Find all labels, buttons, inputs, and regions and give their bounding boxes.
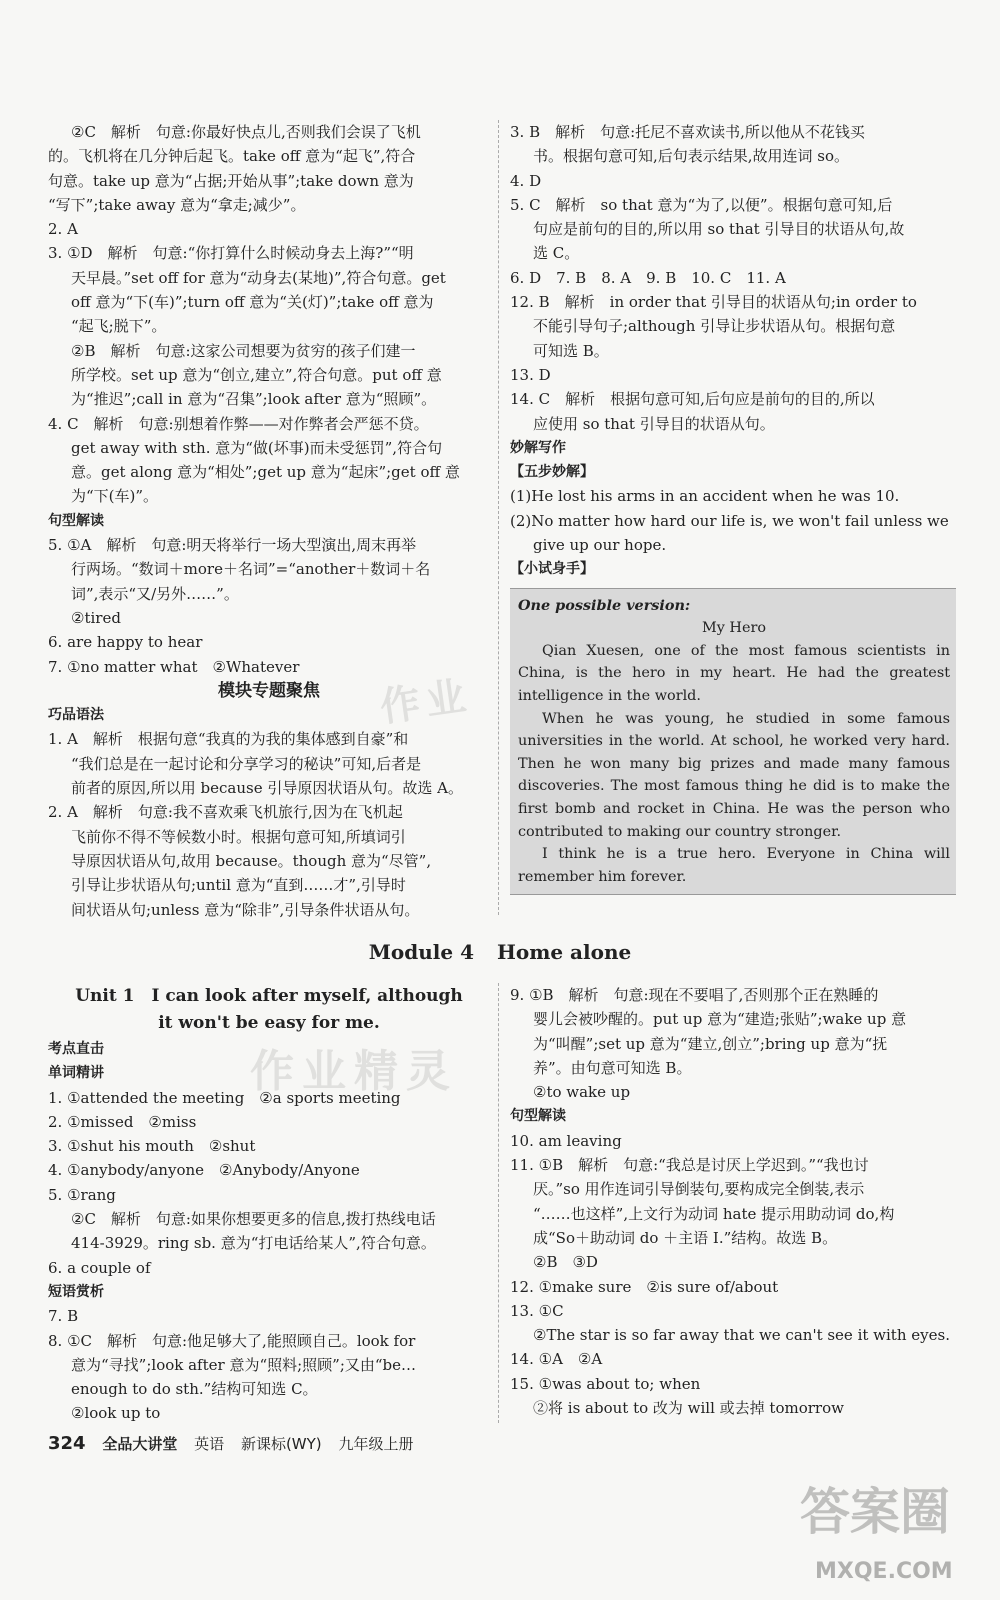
watermark-logo: 答案圈 bbox=[800, 1483, 950, 1541]
section-heading: 考点直击 bbox=[48, 1041, 104, 1057]
answer-line: 婴儿会被吵醒的。put up 意为“建造;张贴”;wake up 意 bbox=[533, 1010, 907, 1029]
answer-item-3: 3. B 解析 句意:托尼不喜欢读书,所以他从不花钱买 bbox=[510, 123, 865, 141]
answer-line: 句意。take up 意为“占据;开始从事”;take down 意为 bbox=[48, 171, 414, 190]
answer-item-5: 5. ①A 解析 句意:明天将举行一场大型演出,周末再举 bbox=[48, 536, 417, 555]
answer-line: “写下”;take away 意为“拿走;减少”。 bbox=[48, 195, 306, 214]
answer-line: ②B 解析 句意:这家公司想要为贫穷的孩子们建一 bbox=[71, 341, 416, 360]
section-heading: 巧品语法 bbox=[48, 707, 104, 724]
unit-title-line: it won't be easy for me. bbox=[158, 1013, 380, 1033]
answer-line: 句应是前句的目的,所以用 so that 引导目的状语从句,故 bbox=[533, 220, 905, 239]
answer-line: get away with sth. 意为“做(坏事)而未受惩罚”,符合句 bbox=[71, 438, 443, 457]
section-heading: 句型解读 bbox=[48, 512, 104, 529]
answer-item-10: 10. am leaving bbox=[510, 1131, 622, 1150]
answer-column-upper-right bbox=[510, 120, 956, 895]
answer-item-12: 12. B 解析 in order that 引导目的状语从句;in order to bbox=[510, 293, 917, 312]
answer-line: 成“So＋助动词 do ＋主语 I.”结构。故选 B。 bbox=[533, 1228, 838, 1247]
answer-line: 飞前你不得不等候数小时。根据句意可知,所填词引 bbox=[71, 827, 406, 846]
page-footer bbox=[48, 1432, 425, 1456]
section-heading: 妙解写作 bbox=[510, 439, 566, 456]
answer-line: “我们总是在一起讨论和分享学习的秘诀”可知,后者是 bbox=[71, 754, 422, 773]
book-edition: 新课标(WY) bbox=[240, 1435, 322, 1453]
unit-title-line: Unit 1 I can look after myself, although bbox=[75, 986, 463, 1006]
section-title-module-focus: 模块专题聚焦 bbox=[218, 680, 320, 701]
answer-line: ②to wake up bbox=[533, 1083, 631, 1102]
answer-line: off 意为“下(车)”;turn off 意为“关(灯)”;take off 意为 bbox=[71, 293, 434, 312]
answer-item-4: 4. ①anybody/anyone ②Anybody/Anyone bbox=[48, 1161, 360, 1180]
answer-item-14: 14. ①A ②A bbox=[510, 1350, 603, 1369]
answer-line: 厌。”so 用作连词引导倒装句,要构成完全倒装,表示 bbox=[533, 1180, 865, 1199]
essay-paragraph: I think he is a true hero. Everyone in China will remember him forever. bbox=[518, 846, 950, 885]
answer-line: ②tired bbox=[71, 608, 121, 627]
answer-line: (2)No matter how hard our life is, we won't fail unless we bbox=[510, 511, 949, 530]
answer-item-7: 7. B bbox=[48, 1307, 79, 1326]
answer-item-12: 12. ①make sure ②is sure of/about bbox=[510, 1277, 779, 1296]
answer-line: 所学校。set up 意为“创立,建立”,符合句意。put off 意 bbox=[71, 365, 442, 384]
answer-item-2: 2. ①missed ②miss bbox=[48, 1112, 197, 1131]
module-title bbox=[0, 940, 1000, 964]
answer-line: 书。根据句意可知,后句表示结果,故用连词 so。 bbox=[533, 147, 850, 166]
answer-line: ②look up to bbox=[71, 1404, 161, 1423]
answer-line: 为“叫醒”;set up 意为“建立,创立”;bring up 意为“抚 bbox=[533, 1034, 888, 1053]
answer-item-1: 1. ①attended the meeting ②a sports meeting bbox=[48, 1088, 401, 1107]
answer-item-2: 2. A 解析 句意:我不喜欢乘飞机旅行,因为在飞机起 bbox=[48, 803, 403, 822]
essay-paragraph: Qian Xuesen, one of the most famous scientists in China, is the hero in my heart. He had the greatest intelligence in the world. bbox=[518, 642, 950, 705]
answer-item-8: 8. ①C 解析 句意:他足够大了,能照顾自己。look for bbox=[48, 1331, 416, 1350]
answer-line: 行两场。“数词＋more＋名词”=“another＋数词＋名 bbox=[71, 560, 431, 579]
answer-item-15: 15. ①was about to; when bbox=[510, 1374, 701, 1393]
answer-line: give up our hope. bbox=[533, 536, 667, 555]
answer-column-upper-left bbox=[48, 120, 490, 922]
answer-line: 引导让步状语从句;until 意为“直到……才”,引导时 bbox=[71, 876, 406, 895]
subsection-heading: 【五步妙解】 bbox=[510, 464, 594, 481]
column-divider bbox=[498, 983, 499, 1423]
answer-item-9: 9. ①B 解析 句意:现在不要唱了,否则那个正在熟睡的 bbox=[510, 986, 879, 1004]
answer-item-3: 3. ①D 解析 句意:“你打算什么时候动身去上海?”“明 bbox=[48, 244, 414, 263]
answer-item-4: 4. C 解析 句意:别想着作弊——对作弊者会严惩不贷。 bbox=[48, 414, 429, 433]
module-label: Module 4 bbox=[368, 940, 474, 964]
module-name: Home alone bbox=[496, 940, 632, 964]
answer-line: 不能引导句子;although 引导让步状语从句。根据句意 bbox=[533, 317, 896, 336]
answer-line: 养”。由句意可知选 B。 bbox=[533, 1058, 692, 1077]
answer-item-1: 1. A 解析 根据句意“我真的为我的集体感到自豪”和 bbox=[48, 730, 409, 749]
book-brand: 全品大讲堂 bbox=[102, 1435, 178, 1453]
answer-line: 意。get along 意为“相处”;get up 意为“起床”;get off 意 bbox=[71, 463, 460, 482]
answer-line: 为“推迟”;call in 意为“召集”;look after 意为“照顾”。 bbox=[71, 390, 437, 409]
answer-item-13: 13. ①C bbox=[510, 1301, 564, 1320]
essay-version-label: One possible version: bbox=[518, 596, 691, 614]
column-divider bbox=[498, 120, 499, 915]
answer-line: 词”,表示“又/另外……”。 bbox=[71, 584, 239, 603]
answer-line: 可知选 B。 bbox=[533, 341, 609, 360]
book-grade: 九年级上册 bbox=[338, 1435, 414, 1453]
answer-line: 前者的原因,所以用 because 引导原因状语从句。故选 A。 bbox=[71, 779, 463, 798]
answer-item-2: 2. A bbox=[48, 220, 78, 239]
answer-line: 的。飞机将在几分钟后起飞。take off 意为“起飞”,符合 bbox=[48, 147, 416, 166]
watermark: 作业 bbox=[377, 672, 475, 732]
answer-item-11: 11. ①B 解析 句意:“我总是讨厌上学迟到。”“我也讨 bbox=[510, 1156, 869, 1175]
answer-line: 间状语从句;unless 意为“除非”,引导条件状语从句。 bbox=[71, 900, 420, 919]
watermark-url: MXQE.COM bbox=[815, 1559, 953, 1584]
answer-items-6-11: 6. D 7. B 8. A 9. B 10. C 11. A bbox=[510, 268, 786, 287]
sample-essay-box bbox=[510, 588, 956, 896]
section-heading: 短语赏析 bbox=[48, 1283, 104, 1300]
answer-column-lower-right bbox=[510, 983, 956, 1420]
answer-item-14: 14. C 解析 根据句意可知,后句应是前句的目的,所以 bbox=[510, 390, 875, 409]
section-heading: 单词精讲 bbox=[48, 1065, 104, 1082]
answer-line: ②将 is about to 改为 will 或去掉 tomorrow bbox=[533, 1399, 844, 1418]
book-subject: 英语 bbox=[194, 1435, 225, 1453]
answer-item-4: 4. D bbox=[510, 171, 542, 190]
watermark: 作业精灵 bbox=[250, 1046, 458, 1097]
answer-line: ②C 解析 句意:如果你想要更多的信息,拨打热线电话 bbox=[71, 1210, 436, 1229]
essay-title: My Hero bbox=[701, 620, 767, 637]
answer-line: ②C 解析 句意:你最好快点儿,否则我们会误了飞机 bbox=[71, 123, 421, 141]
answer-item-13: 13. D bbox=[510, 365, 551, 384]
answer-item-5: 5. C 解析 so that 意为“为了,以便”。根据句意可知,后 bbox=[510, 195, 893, 214]
answer-line: ②The star is so far away that we can't see it with eyes. bbox=[533, 1326, 950, 1345]
answer-item-5: 5. ①rang bbox=[48, 1185, 116, 1204]
answer-line: 414-3929。ring sb. 意为“打电话给某人”,符合句意。 bbox=[71, 1234, 436, 1253]
answer-line: 意为“寻找”;look after 意为“照料;照顾”;又由“be… bbox=[71, 1355, 417, 1374]
answer-line: “起飞;脱下”。 bbox=[71, 317, 167, 336]
answer-line: enough to do sth.”结构可知选 C。 bbox=[71, 1380, 318, 1399]
answer-line: 应使用 so that 引导目的状语从句。 bbox=[533, 414, 775, 433]
answer-line: 选 C。 bbox=[533, 244, 580, 263]
page-number: 324 bbox=[48, 1433, 86, 1454]
answer-item-7: 7. ①no matter what ②Whatever bbox=[48, 657, 300, 676]
answer-line: 为“下(车)”。 bbox=[71, 487, 159, 506]
answer-item-3: 3. ①shut his mouth ②shut bbox=[48, 1137, 256, 1156]
answer-item-6: 6. a couple of bbox=[48, 1258, 151, 1277]
subsection-heading: 【小试身手】 bbox=[510, 561, 594, 578]
answer-line: 天早晨。”set off for 意为“动身去(某地)”,符合句意。get bbox=[71, 268, 446, 287]
section-heading: 句型解读 bbox=[510, 1108, 566, 1125]
answer-line: (1)He lost his arms in an accident when he was 10. bbox=[510, 487, 900, 506]
answer-line: “……也这样”,上文行为动词 hate 提示用助动词 do,构 bbox=[533, 1204, 895, 1223]
answer-item-6: 6. are happy to hear bbox=[48, 633, 203, 652]
answer-line: ②B ③D bbox=[533, 1253, 598, 1272]
answer-line: 导原因状语从句,故用 because。though 意为“尽管”, bbox=[71, 851, 432, 870]
essay-paragraph: When he was young, he studied in some famous universities in the world. At school, he worked very hard. Then he won many big prizes and made many famous discoveries. The most famous thing he did is to make the first bomb and rocket in China. He was the person who contributed to making our country stronger. bbox=[518, 710, 950, 840]
